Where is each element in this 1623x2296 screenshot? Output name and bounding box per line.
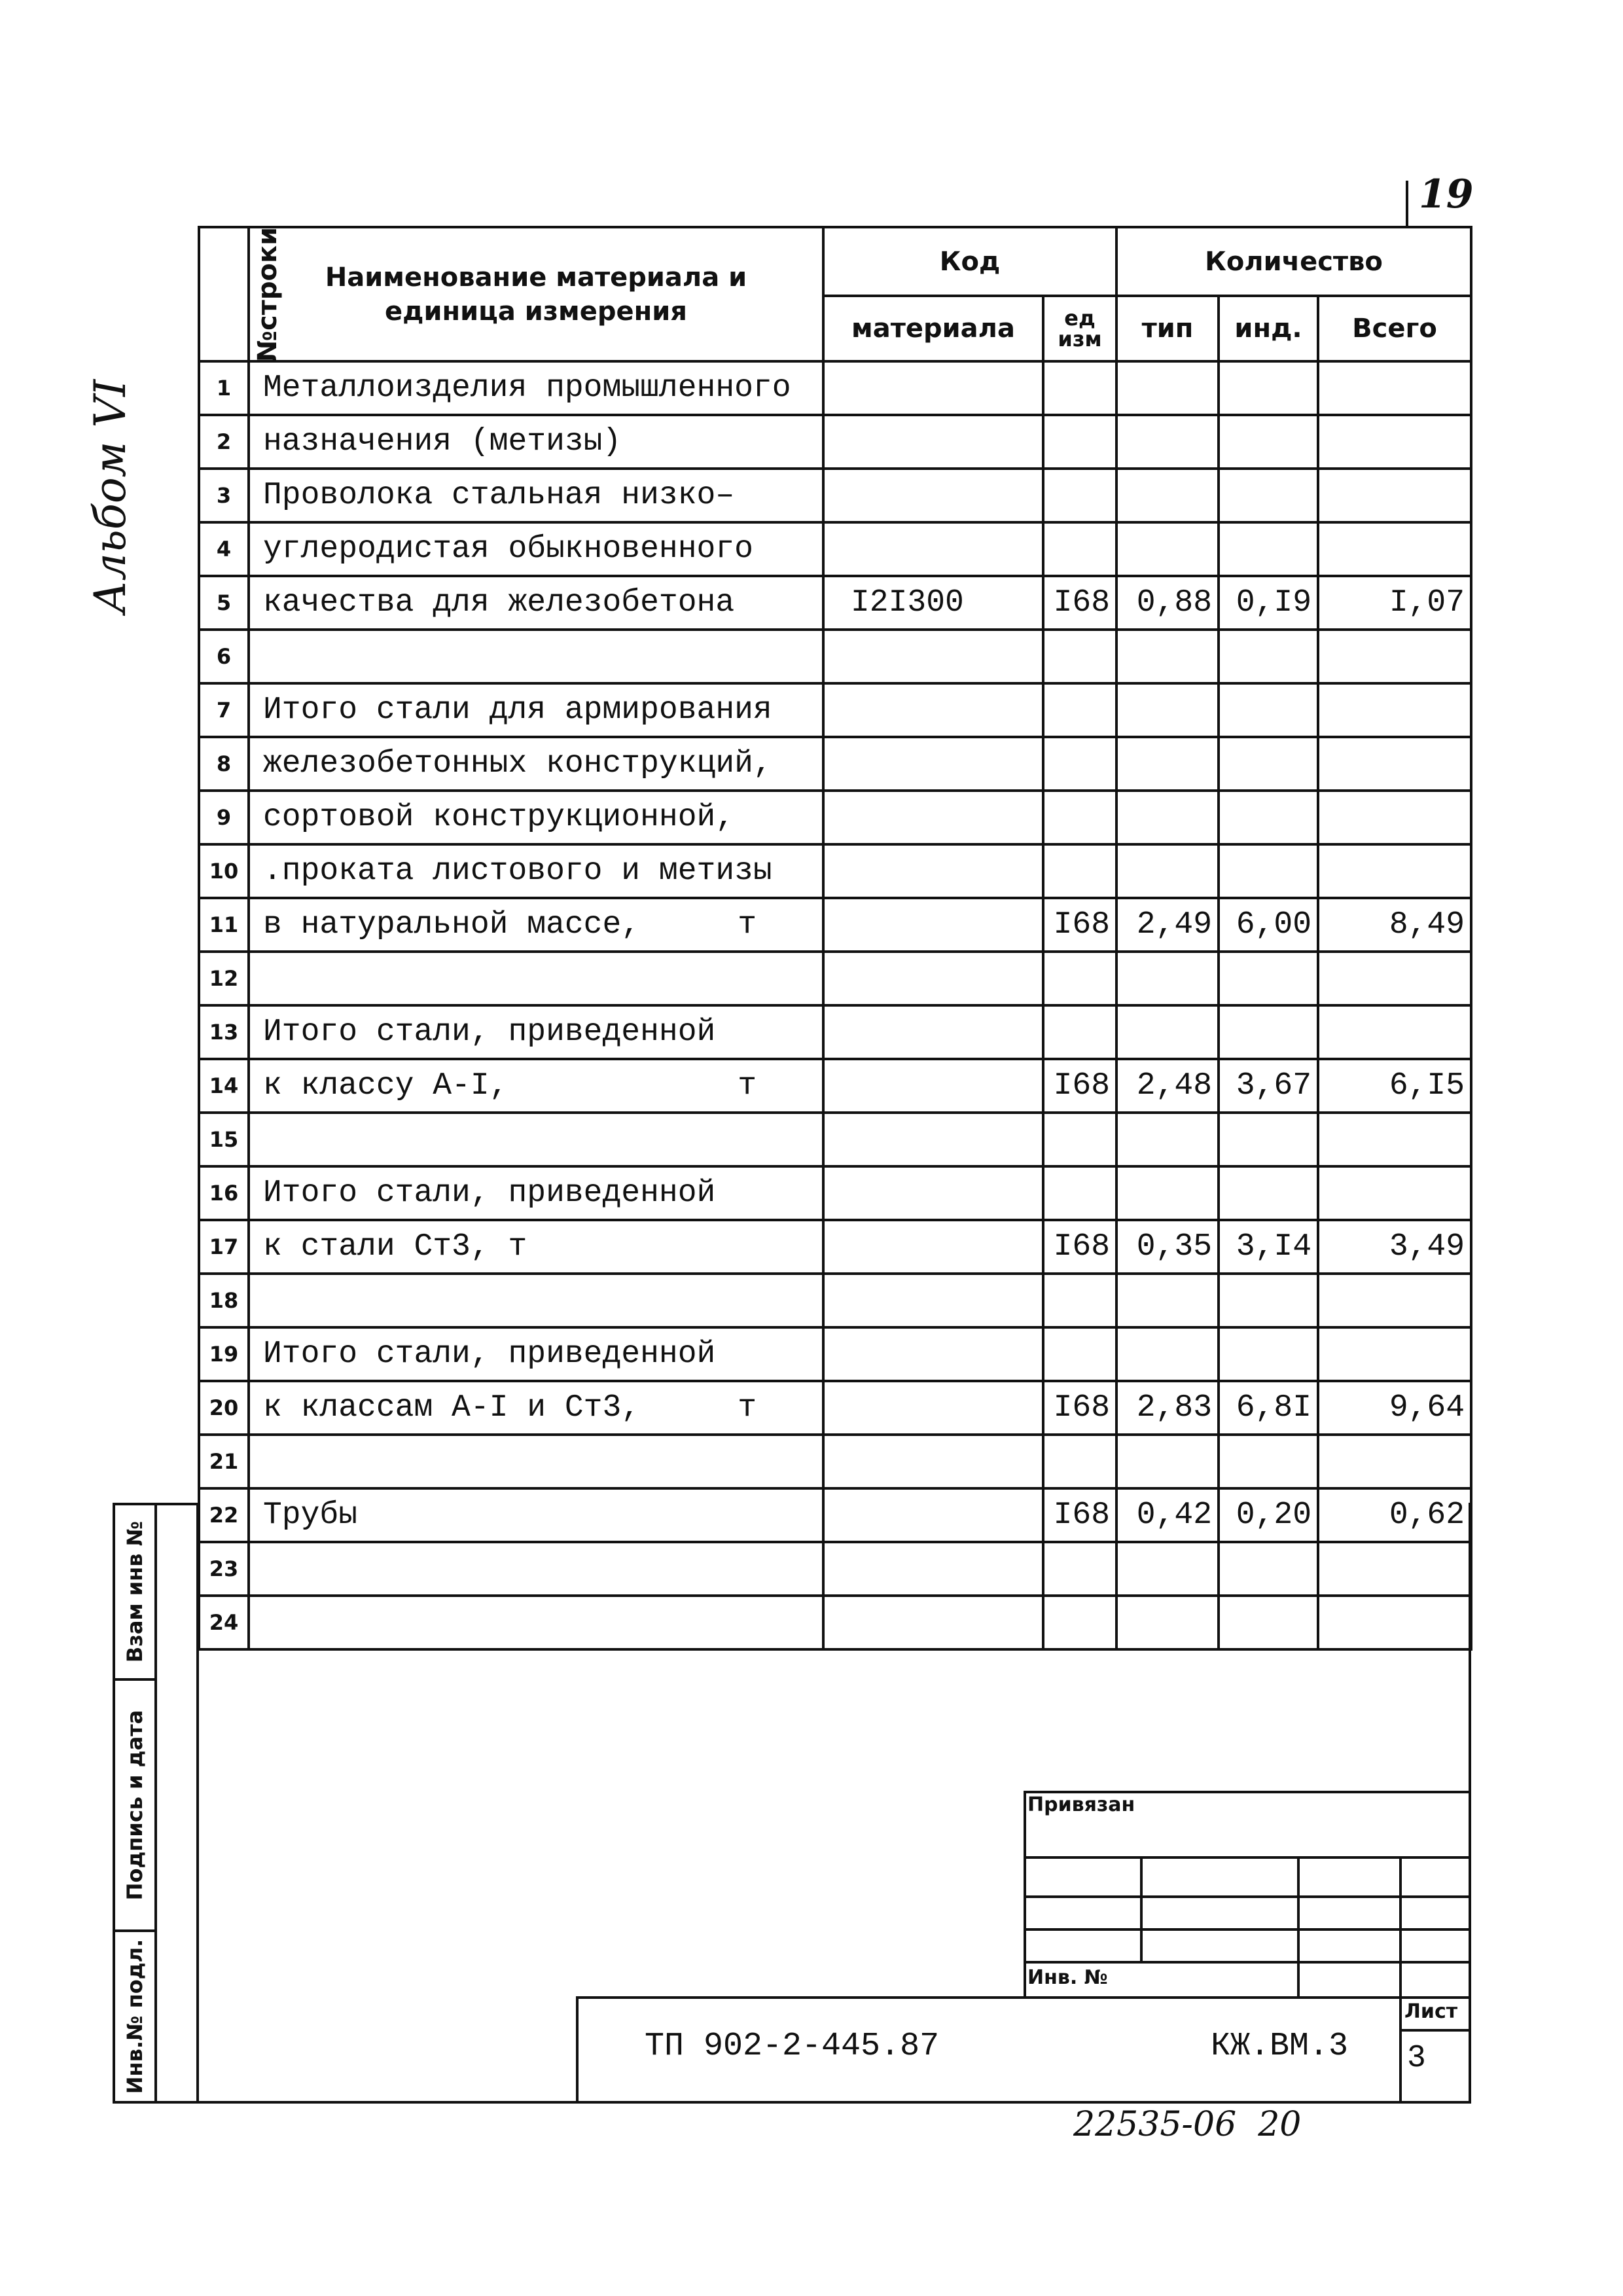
qty-total [1318,1327,1471,1381]
material-name-text: Итого стали, приведенной [263,1336,716,1372]
unit-code: I68 [1043,1059,1116,1113]
qty-total [1318,1113,1471,1166]
material-code [823,1435,1043,1488]
table-row [199,1113,1471,1166]
material-code [823,1166,1043,1220]
unit-code: I68 [1043,1220,1116,1274]
qty-total [1318,952,1471,1005]
table-row [199,1542,1471,1596]
row-number: 24 [199,1596,249,1649]
material-code [823,683,1043,737]
qty-type [1116,1113,1219,1166]
material-code [823,469,1043,522]
qty-type: 0,42 [1116,1488,1219,1542]
qty-total [1318,522,1471,576]
material-name [249,1381,823,1435]
row-number: 20 [199,1381,249,1435]
unit-code [1043,630,1116,683]
material-name [249,952,823,1005]
material-name-text: назначения (метизы) [263,424,622,459]
row-number: 21 [199,1435,249,1488]
qty-type [1116,1327,1219,1381]
material-code [823,1381,1043,1435]
material-name-text: к классам А-I и Ст3, [263,1390,641,1426]
table-row [199,1220,1471,1274]
table-row [199,415,1471,469]
unit-code [1043,361,1116,415]
qty-ind [1219,1166,1318,1220]
header-code-material: материала [823,296,1043,361]
qty-total [1318,791,1471,844]
qty-type [1116,630,1219,683]
qty-ind [1219,1435,1318,1488]
table-row [199,1059,1471,1113]
table-row [199,630,1471,683]
qty-ind [1219,1596,1318,1649]
qty-total: 0,62 [1318,1488,1471,1542]
row-number: 14 [199,1059,249,1113]
qty-ind [1219,1274,1318,1327]
material-name-text: Итого стали для армирования [263,692,772,728]
material-name-text: Металлоизделия промышленного [263,370,791,406]
material-name [249,898,823,952]
unit-code: I68 [1043,1488,1116,1542]
row-number: 5 [199,576,249,630]
material-name [249,1435,823,1488]
qty-ind [1219,1327,1318,1381]
qty-ind: 0,I9 [1219,576,1318,630]
material-name [249,1327,823,1381]
qty-total [1318,1274,1471,1327]
qty-type [1116,522,1219,576]
qty-type [1116,1435,1219,1488]
unit-code [1043,952,1116,1005]
unit-code: I68 [1043,898,1116,952]
qty-total [1318,415,1471,469]
material-code [823,898,1043,952]
row-number: 13 [199,1005,249,1059]
material-unit: т [738,1390,757,1426]
row-number: 8 [199,737,249,791]
row-number: 15 [199,1113,249,1166]
qty-type [1116,952,1219,1005]
qty-type [1116,1005,1219,1059]
material-name [249,630,823,683]
row-number: 3 [199,469,249,522]
material-name [249,1113,823,1166]
material-name-text: сортовой конструкционной, [263,800,735,835]
binding-inv-podl: Инв.№ подл. [115,1932,157,2104]
material-name-text: Итого стали, приведенной [263,1175,716,1211]
qty-ind: 0,20 [1219,1488,1318,1542]
material-code [823,1596,1043,1649]
header-qty-total: Всего [1318,296,1471,361]
row-number: 11 [199,898,249,952]
table-row [199,844,1471,898]
qty-ind [1219,415,1318,469]
material-name-text: железобетонных конструкций, [263,746,772,781]
material-name [249,469,823,522]
qty-type [1116,415,1219,469]
qty-total [1318,1435,1471,1488]
material-code [823,1274,1043,1327]
qty-total [1318,1596,1471,1649]
table-row [199,1596,1471,1649]
qty-type: 2,83 [1116,1381,1219,1435]
row-number: 17 [199,1220,249,1274]
row-number: 18 [199,1274,249,1327]
unit-code [1043,1596,1116,1649]
material-unit: т [738,907,757,942]
row-number: 7 [199,683,249,737]
qty-type [1116,737,1219,791]
qty-type [1116,1542,1219,1596]
table-row [199,576,1471,630]
unit-code [1043,522,1116,576]
unit-code [1043,1005,1116,1059]
table-row [199,361,1471,415]
header-quantity: Количество [1116,227,1471,296]
material-code [823,1488,1043,1542]
unit-code [1043,683,1116,737]
list-value: 3 [1407,2041,1426,2076]
unit-code [1043,469,1116,522]
material-name [249,1596,823,1649]
qty-ind [1219,683,1318,737]
row-number: 4 [199,522,249,576]
material-name-text: .проката листового и метизы [263,853,772,889]
material-name-text: Проволока стальная низко– [263,478,735,513]
qty-total [1318,1166,1471,1220]
qty-total: 3,49 [1318,1220,1471,1274]
qty-type: 0,35 [1116,1220,1219,1274]
list-label: Лист [1404,2000,1458,2023]
qty-ind [1219,1005,1318,1059]
header-qty-type: тип [1116,296,1219,361]
qty-ind [1219,952,1318,1005]
table-row [199,522,1471,576]
table-row [199,1274,1471,1327]
qty-type [1116,1596,1219,1649]
table-row [199,898,1471,952]
doc-code: ТП 902-2-445.87 [645,2028,940,2065]
row-number: 19 [199,1327,249,1381]
table-row [199,952,1471,1005]
header-row-no: №строки [199,227,249,361]
material-code: I2I300 [823,576,1043,630]
binding-strip [113,1503,199,2104]
qty-ind [1219,361,1318,415]
row-number: 10 [199,844,249,898]
material-name-text: к стали Ст3, т [263,1229,527,1265]
material-name [249,1005,823,1059]
row-number: 9 [199,791,249,844]
unit-code: I68 [1043,1381,1116,1435]
qty-type: 2,49 [1116,898,1219,952]
material-name [249,1488,823,1542]
inv-no-label: Инв. № [1027,1966,1108,1989]
qty-type: 0,88 [1116,576,1219,630]
unit-code [1043,1435,1116,1488]
materials-table [198,226,1472,1651]
qty-ind [1219,737,1318,791]
page-number: 19 [1419,171,1474,217]
material-name [249,791,823,844]
material-name [249,1274,823,1327]
qty-total [1318,630,1471,683]
qty-type [1116,1166,1219,1220]
unit-code [1043,791,1116,844]
material-name-text: углеродистая обыкновенного [263,531,753,567]
material-name [249,576,823,630]
row-number: 22 [199,1488,249,1542]
qty-total [1318,1005,1471,1059]
header-qty-ind: инд. [1219,296,1318,361]
unit-code [1043,1542,1116,1596]
material-code [823,522,1043,576]
frame-right [1469,1503,1471,2104]
qty-total [1318,683,1471,737]
material-code [823,1113,1043,1166]
qty-total [1318,469,1471,522]
header-code-unit: ед изм [1043,296,1116,361]
table-row [199,683,1471,737]
material-name-text: Итого стали, приведенной [263,1014,716,1050]
table-row [199,1327,1471,1381]
material-code [823,1059,1043,1113]
unit-code [1043,1166,1116,1220]
unit-code: I68 [1043,576,1116,630]
row-number: 23 [199,1542,249,1596]
table-row [199,791,1471,844]
unit-code [1043,844,1116,898]
material-name [249,522,823,576]
qty-type: 2,48 [1116,1059,1219,1113]
row-number: 16 [199,1166,249,1220]
qty-type [1116,791,1219,844]
row-number: 12 [199,952,249,1005]
qty-type [1116,844,1219,898]
qty-total [1318,361,1471,415]
album-label: Альбом VI [85,379,136,614]
qty-total: I,07 [1318,576,1471,630]
qty-total [1318,1542,1471,1596]
header-code: Код [823,227,1116,296]
material-code [823,737,1043,791]
qty-total: 8,49 [1318,898,1471,952]
qty-ind [1219,522,1318,576]
frame-left [196,1503,199,2104]
qty-ind: 3,I4 [1219,1220,1318,1274]
table-row [199,737,1471,791]
qty-ind [1219,1113,1318,1166]
footer-number: 22535-06 20 [1073,2105,1302,2144]
table-row [199,1381,1471,1435]
qty-ind [1219,791,1318,844]
header-name: Наименование материала и единица измерения [249,227,823,361]
material-name [249,737,823,791]
material-code [823,361,1043,415]
material-code [823,1220,1043,1274]
binding-vzam-inv: Взам инв № [115,1505,157,1681]
qty-type [1116,1274,1219,1327]
binding-podpis-data: Подпись и дата [115,1681,157,1932]
material-name [249,844,823,898]
material-name [249,1542,823,1596]
qty-ind [1219,1542,1318,1596]
qty-type [1116,469,1219,522]
qty-ind [1219,630,1318,683]
material-name [249,683,823,737]
unit-code [1043,737,1116,791]
row-number: 2 [199,415,249,469]
qty-type [1116,361,1219,415]
material-name-text: к классу А-I, [263,1068,508,1103]
unit-code [1043,415,1116,469]
frame-bottom [113,2101,1471,2104]
material-code [823,952,1043,1005]
material-name-text: качества для железобетона [263,585,735,620]
unit-code [1043,1113,1116,1166]
material-code [823,415,1043,469]
qty-total [1318,844,1471,898]
material-name [249,1166,823,1220]
table-row [199,1488,1471,1542]
material-code [823,1327,1043,1381]
sheet-code: КЖ.ВМ.3 [1211,2028,1349,2065]
qty-ind [1219,469,1318,522]
unit-code [1043,1274,1116,1327]
table-row [199,1005,1471,1059]
material-code [823,1542,1043,1596]
material-code [823,844,1043,898]
material-code [823,791,1043,844]
material-code [823,630,1043,683]
privyazan-label: Привязан [1027,1793,1135,1816]
material-name [249,415,823,469]
qty-total [1318,737,1471,791]
material-name [249,1220,823,1274]
material-unit: т [738,1068,757,1103]
material-name [249,361,823,415]
material-code [823,1005,1043,1059]
qty-type [1116,683,1219,737]
qty-ind: 6,8I [1219,1381,1318,1435]
material-name-text: в натуральной массе, [263,907,641,942]
table-row [199,1435,1471,1488]
row-number: 1 [199,361,249,415]
material-name [249,1059,823,1113]
table-row [199,469,1471,522]
row-number: 6 [199,630,249,683]
table-row [199,1166,1471,1220]
qty-ind: 3,67 [1219,1059,1318,1113]
qty-total: 6,I5 [1318,1059,1471,1113]
page-number-bar [1406,181,1408,226]
qty-total: 9,64 [1318,1381,1471,1435]
qty-ind [1219,844,1318,898]
unit-code [1043,1327,1116,1381]
material-name-text: Трубы [263,1498,358,1533]
qty-ind: 6,00 [1219,898,1318,952]
